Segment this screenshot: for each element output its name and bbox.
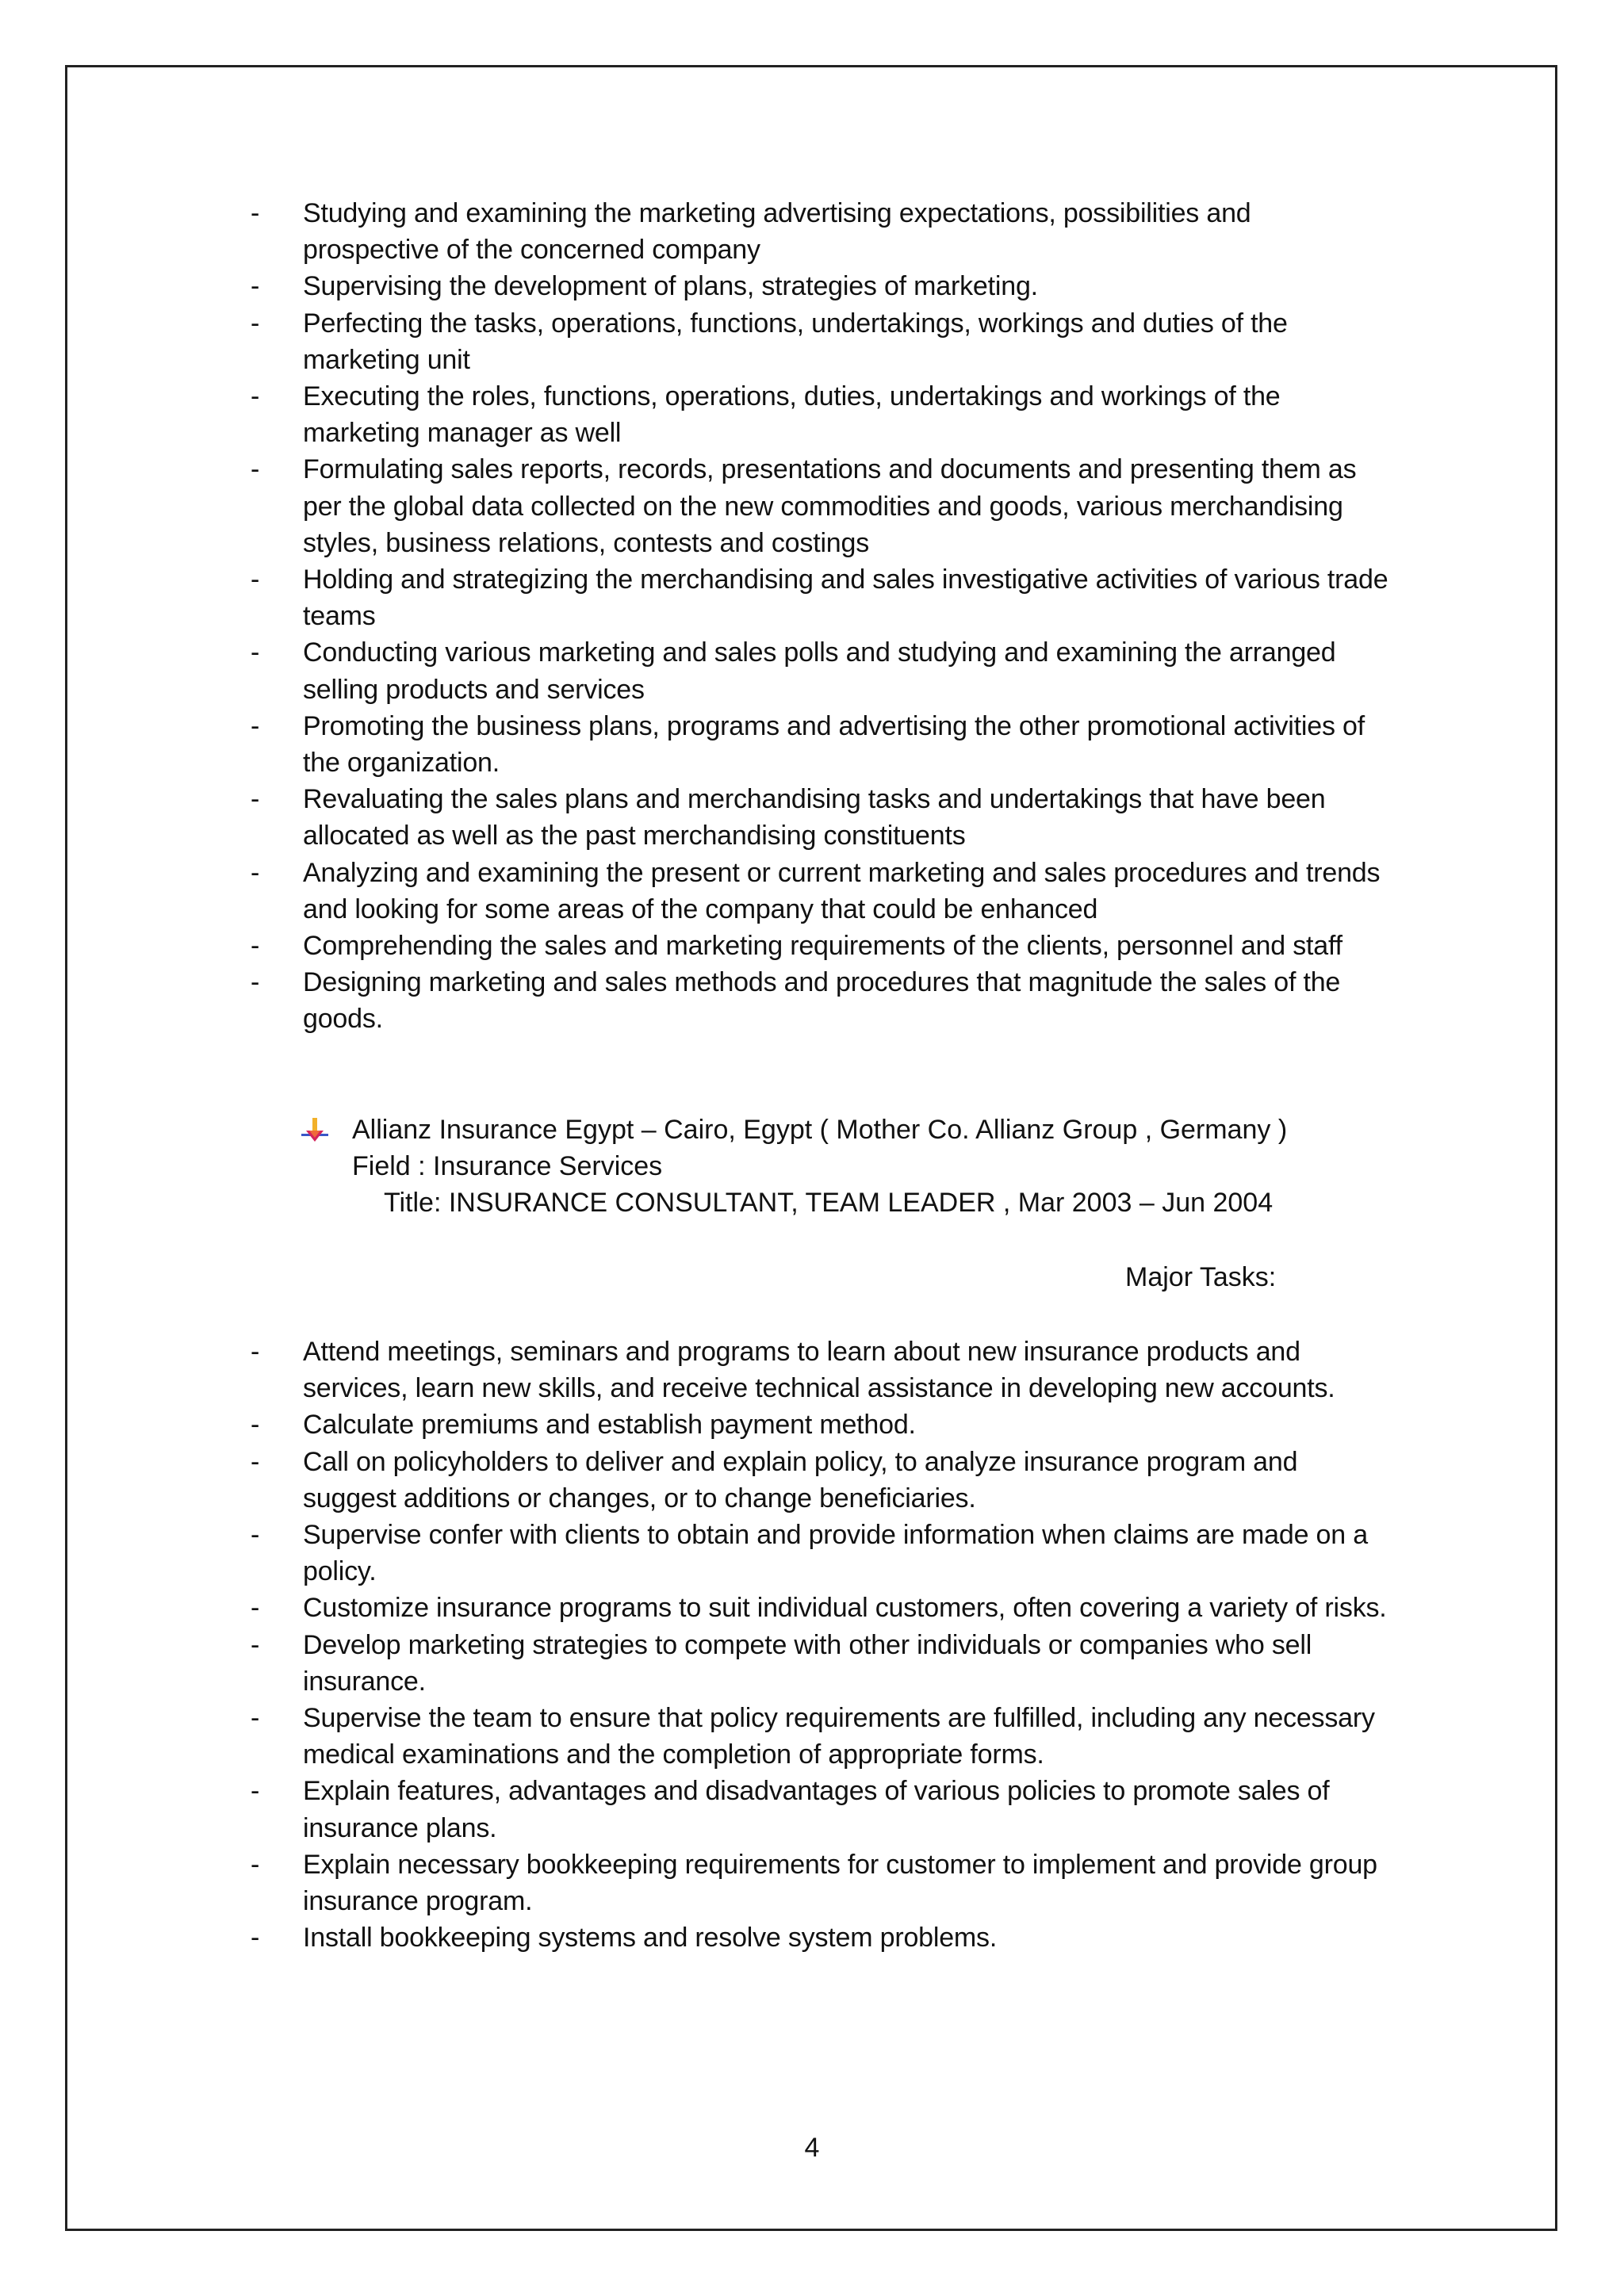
list-item — [251, 708, 1392, 781]
list-item — [251, 928, 1392, 964]
list-item-text: Explain features, advantages and disadvantages of various policies to promote sales of insurance plans. — [303, 1776, 1330, 1843]
list-dash: - — [251, 1520, 260, 1551]
list-item — [251, 1517, 1392, 1590]
list-dash: - — [251, 381, 260, 412]
list-item — [251, 1919, 1392, 1956]
company-line — [301, 1112, 1411, 1148]
company-name: Allianz Insurance Egypt – Cairo, Egypt ( Mother Co. Allianz Group , Germany ) — [352, 1115, 1288, 1145]
list-dash: - — [251, 967, 260, 998]
list-item — [251, 305, 1392, 378]
list-item-text: Perfecting the tasks, operations, functions, undertakings, workings and duties of the marketing unit — [303, 308, 1288, 375]
list-item-text: Supervising the development of plans, strategies of marketing. — [303, 271, 1038, 302]
list-item — [251, 1590, 1392, 1626]
list-item-text: Comprehending the sales and marketing requirements of the clients, personnel and staff — [303, 931, 1342, 962]
list-item — [251, 964, 1392, 1037]
list-item-text: Supervise confer with clients to obtain and provide information when claims are made on a policy. — [303, 1520, 1368, 1587]
list-item — [251, 1406, 1392, 1443]
arrow-bullet-icon — [301, 1116, 328, 1145]
list-item-text: Analyzing and examining the present or current marketing and sales procedures and trends and looking for some areas of the company that could be enhanced — [303, 857, 1381, 924]
list-item-text: Attend meetings, seminars and programs to learn about new insurance products and services, learn new skills, and receive technical assistance in developing new accounts. — [303, 1337, 1335, 1404]
list-dash: - — [251, 1446, 260, 1477]
list-item — [251, 195, 1392, 268]
list-dash: - — [251, 784, 260, 815]
list-item-text: Conducting various marketing and sales polls and studying and examining the arranged selling products and services — [303, 637, 1336, 705]
list-item-text: Install bookkeeping systems and resolve system problems. — [303, 1923, 998, 1954]
list-item — [251, 1773, 1392, 1846]
list-dash: - — [251, 564, 260, 595]
list-item-text: Call on policyholders to deliver and explain policy, to analyze insurance program and suggest additions or changes, or to change beneficiaries. — [303, 1446, 1298, 1513]
list-item-text: Designing marketing and sales methods and procedures that magnitude the sales of the goods. — [303, 967, 1341, 1035]
list-item — [251, 1334, 1392, 1406]
job-entry — [301, 1112, 1411, 1222]
list-dash: - — [251, 931, 260, 962]
list-item — [251, 781, 1392, 854]
list-dash: - — [251, 1703, 260, 1734]
list-item — [251, 1700, 1392, 1773]
list-item — [251, 451, 1392, 561]
list-item-text: Promoting the business plans, programs and advertising the other promotional activities of the organization. — [303, 710, 1365, 779]
list-dash: - — [251, 1629, 260, 1660]
job-title-line: Title: INSURANCE CONSULTANT, TEAM LEADER , Mar 2003 – Jun 2004 — [384, 1188, 1274, 1219]
list-dash: - — [251, 1593, 260, 1624]
list-item-text: Calculate premiums and establish payment method. — [303, 1410, 916, 1441]
marketing-duties-list — [251, 195, 1392, 1038]
list-dash: - — [251, 1410, 260, 1441]
list-item-text: Revaluating the sales plans and merchandising tasks and undertakings that have been allocated as well as the past merchandising constituents — [303, 784, 1326, 851]
field-line: Field : Insurance Services — [352, 1151, 663, 1182]
list-item-text: Supervise the team to ensure that policy requirements are fulfilled, including any necessary medical examinations and the completion of appropriate forms. — [303, 1703, 1375, 1770]
list-dash: - — [251, 271, 260, 302]
list-item — [251, 1444, 1392, 1517]
list-dash: - — [251, 857, 260, 888]
list-dash: - — [251, 454, 260, 485]
list-item-text: Explain necessary bookkeeping requirements for customer to implement and provide group insurance program. — [303, 1849, 1377, 1917]
list-item-text: Holding and strategizing the merchandising and sales investigative activities of various trade teams — [303, 564, 1388, 632]
list-dash: - — [251, 637, 260, 668]
list-dash: - — [251, 1923, 260, 1954]
list-dash: - — [251, 308, 260, 339]
list-item — [251, 1846, 1392, 1919]
list-item-text: Formulating sales reports, records, presentations and documents and presenting them as per the global data collected on the new commodities and goods, various merchandising styles, business relations, contests and costings — [303, 454, 1357, 558]
page-number: 4 — [804, 2133, 820, 2163]
list-item — [251, 268, 1392, 304]
list-item-text: Develop marketing strategies to compete with other individuals or companies who sell insurance. — [303, 1629, 1312, 1697]
list-item — [251, 561, 1392, 634]
list-item-text: Customize insurance programs to suit individual customers, often covering a variety of risks. — [303, 1593, 1387, 1624]
list-item — [251, 634, 1392, 707]
insurance-tasks-list — [251, 1334, 1392, 1956]
list-item-text: Executing the roles, functions, operations, duties, undertakings and workings of the marketing manager as well — [303, 381, 1281, 449]
major-tasks-heading: Major Tasks: — [1125, 1262, 1277, 1292]
list-dash: - — [251, 1776, 260, 1807]
list-item — [251, 855, 1392, 928]
list-item — [251, 1627, 1392, 1700]
list-dash: - — [251, 1849, 260, 1880]
list-item-text: Studying and examining the marketing advertising expectations, possibilities and prospective of the concerned company — [303, 198, 1251, 266]
list-dash: - — [251, 198, 260, 228]
list-dash: - — [251, 1337, 260, 1367]
list-dash: - — [251, 710, 260, 741]
list-item — [251, 378, 1392, 451]
